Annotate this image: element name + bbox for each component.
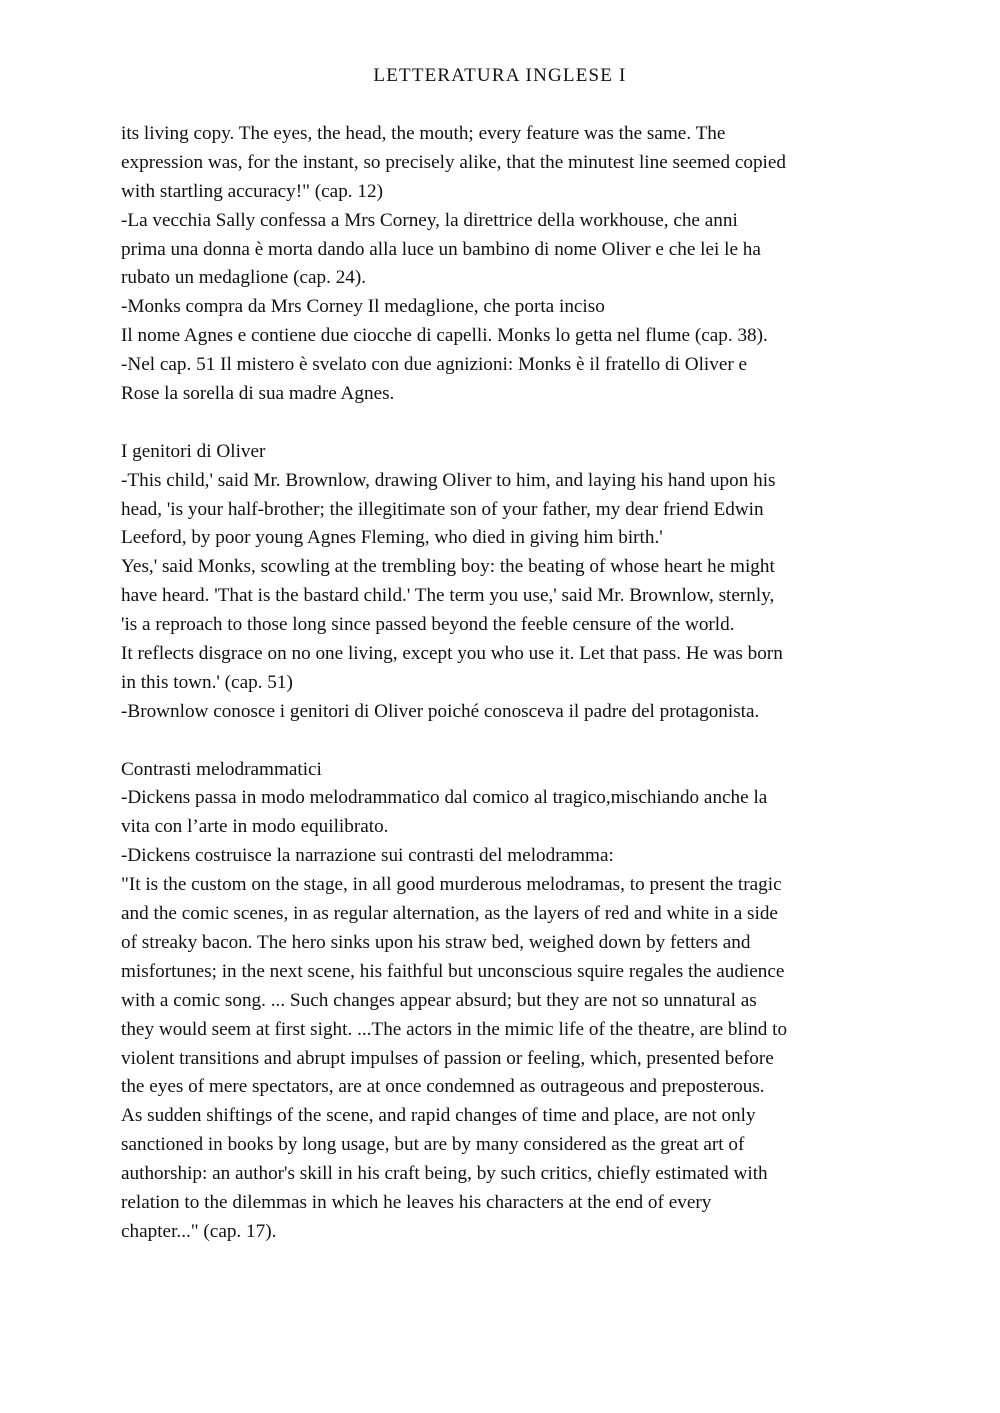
text-line: violent transitions and abrupt impulses of passion or feeling, which, presented before (121, 1047, 774, 1069)
text-line: misfortunes; in the next scene, his faithful but unconscious squire regales the audience (121, 960, 785, 982)
text-line: expression was, for the instant, so precisely alike, that the minutest line seemed copied (121, 151, 786, 173)
text-line: -Monks compra da Mrs Corney Il medaglione, che porta inciso (121, 296, 605, 318)
text-line: 'is a reproach to those long since passed beyond the feeble censure of the world. (121, 614, 735, 636)
text-line: head, 'is your half-brother; the illegitimate son of your father, my dear friend Edwin (121, 498, 764, 520)
page-header-title: LETTERATURA INGLESE I (373, 65, 627, 86)
text-line: its living copy. The eyes, the head, the mouth; every feature was the same. The (121, 123, 726, 144)
text-line: "It is the custom on the stage, in all good murderous melodramas, to present the tragic (121, 874, 782, 896)
section-heading: I genitori di Oliver (121, 440, 266, 462)
text-line: with startling accuracy!" (cap. 12) (121, 180, 383, 202)
paragraph-spacer (121, 727, 891, 756)
text-line: vita con l’arte in modo equilibrato. (121, 816, 389, 838)
text-line: they would seem at first sight. ...The actors in the mimic life of the theatre, are blind to (121, 1018, 788, 1040)
text-line: chapter..." (cap. 17). (121, 1220, 277, 1242)
text-line: Rose la sorella di sua madre Agnes. (121, 383, 395, 405)
text-line: -La vecchia Sally confessa a Mrs Corney, la direttrice della workhouse, che anni (121, 209, 738, 231)
text-line: and the comic scenes, in as regular alternation, as the layers of red and white in a side (121, 903, 778, 925)
paragraph-quote-cap-12 (121, 120, 891, 409)
text-line: relation to the dilemmas in which he leaves his characters at the end of every (121, 1191, 712, 1213)
text-line: Il nome Agnes e contiene due ciocche di capelli. Monks lo getta nel flume (cap. 38). (121, 325, 768, 347)
text-line: It reflects disgrace on no one living, except you who use it. Let that pass. He was born (121, 643, 783, 665)
text-line: have heard. 'That is the bastard child.' The term you use,' said Mr. Brownlow, sternly, (121, 585, 775, 607)
text-line: As sudden shiftings of the scene, and rapid changes of time and place, are not only (121, 1105, 756, 1127)
text-line: prima una donna è morta dando alla luce un bambino di nome Oliver e che lei le ha (121, 238, 761, 260)
text-line: -Nel cap. 51 Il mistero è svelato con due agnizioni: Monks è il fratello di Oliver e (121, 354, 748, 376)
text-line: in this town.' (cap. 51) (121, 671, 293, 693)
text-line: authorship: an author's skill in his craft being, by such critics, chiefly estimated with (121, 1163, 768, 1185)
text-line: -Dickens passa in modo melodrammatico dal comico al tragico,mischiando anche la (121, 787, 768, 809)
text-line: Yes,' said Monks, scowling at the trembling boy: the beating of whose heart he might (121, 556, 775, 578)
paragraph-spacer (121, 409, 891, 438)
text-line: -Brownlow conosce i genitori di Oliver poiché conosceva il padre del protagonista. (121, 700, 760, 722)
text-line: sanctioned in books by long usage, but are by many considered as the great art of (121, 1134, 745, 1156)
text-line: Leeford, by poor young Agnes Fleming, who died in giving him birth.' (121, 527, 663, 549)
section-contrasti-melodrammatici (121, 756, 891, 1247)
text-line: of streaky bacon. The hero sinks upon his straw bed, weighed down by fetters and (121, 931, 751, 953)
text-line: -Dickens costruisce la narrazione sui contrasti del melodramma: (121, 845, 614, 867)
section-heading: Contrasti melodrammatici (121, 758, 322, 780)
section-genitori-di-oliver (121, 438, 891, 727)
document-body (121, 120, 891, 1247)
text-line: with a comic song. ... Such changes appear absurd; but they are not so unnatural as (121, 989, 757, 1011)
text-line: the eyes of mere spectators, are at once condemned as outrageous and preposterous. (121, 1076, 765, 1098)
text-line: -This child,' said Mr. Brownlow, drawing Oliver to him, and laying his hand upon his (121, 469, 776, 491)
text-line: rubato un medaglione (cap. 24). (121, 267, 367, 289)
